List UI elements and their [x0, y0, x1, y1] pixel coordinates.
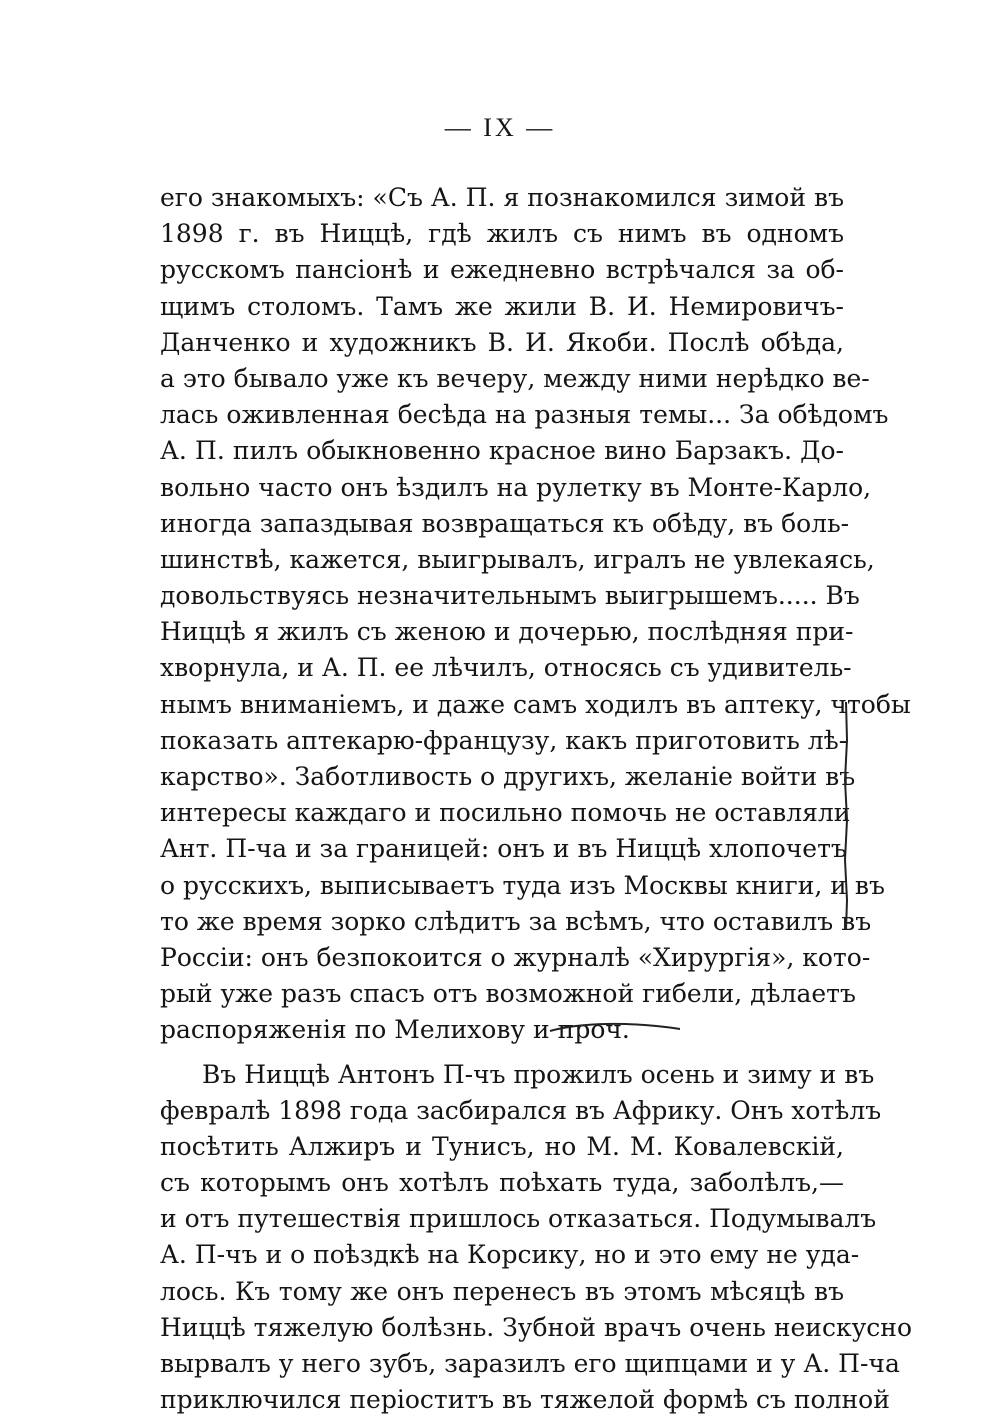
text-line: А. П-чъ и о поѣздкѣ на Корсику, но и это ему не уда- — [160, 1240, 860, 1270]
text-line: Ант. П-ча и за границей: онъ и въ Ниццѣ хлопочетъ — [160, 834, 847, 864]
text-line: то же время зорко слѣдитъ за всѣмъ, что оставилъ въ — [160, 906, 872, 936]
text-line: щимъ столомъ. Тамъ же жили В. И. Немировичъ- — [160, 291, 844, 321]
text-line: Ниццѣ я жилъ съ женою и дочерью, послѣдняя при- — [160, 617, 854, 647]
text-line: русскомъ пансіонѣ и ежедневно встрѣчался за об- — [160, 255, 844, 285]
text-line: вырвалъ у него зубъ, заразилъ его щипцами и у А. П-ча — [160, 1349, 900, 1378]
text-line: февралѣ 1898 года засбирался въ Африку. Онъ хотѣлъ — [160, 1095, 882, 1125]
text-line: нымъ вниманіемъ, и даже самъ ходилъ въ аптеку, чтобы — [160, 689, 911, 719]
text-line: его знакомыхъ: «Съ А. П. я познакомился зимой въ — [160, 183, 844, 212]
paragraph-1 — [160, 180, 911, 1049]
text-line: А. П. пилъ обыкновенно красное вино Барзакъ. До- — [160, 436, 844, 466]
text-line: а это бывало уже къ вечеру, между ними нерѣдко ве- — [160, 363, 870, 393]
text-line: распоряженія по Мелихову и проч. — [160, 1015, 630, 1045]
paragraph-gap — [160, 1049, 844, 1057]
text-line: лась оживленная бесѣда на разныя темы... За обѣдомъ — [160, 400, 889, 430]
text-line: иногда запаздывая возвращаться къ обѣду, въ боль- — [160, 508, 850, 538]
pencil-underline — [548, 1019, 682, 1037]
margin-pencil-mark — [840, 700, 852, 932]
text-line: Россіи: онъ безпокоится о журналѣ «Хирургія», кото- — [160, 942, 871, 972]
text-line: показать аптекарю-французу, какъ приготовить лѣ- — [160, 725, 848, 755]
page-number: — IX — — [444, 113, 556, 142]
text-line: и отъ путешествія пришлось отказаться. Подумывалъ — [160, 1204, 877, 1234]
text-line: рый уже разъ спасъ отъ возможной гибели, дѣлаетъ — [160, 979, 856, 1009]
text-line: вольно часто онъ ѣздилъ на рулетку въ Монте-Карло, — [160, 472, 872, 502]
text-line: о русскихъ, выписываетъ туда изъ Москвы книги, и въ — [160, 870, 885, 900]
text-line: хворнула, и А. П. ее лѣчилъ, относясь съ удивитель- — [160, 653, 852, 683]
text-line: лось. Къ тому же онъ перенесъ въ этомъ мѣсяцѣ въ — [160, 1276, 844, 1306]
text-line: довольствуясь незначительнымъ выигрышемъ..... Въ — [160, 581, 860, 611]
text-line: 1898 г. въ Ниццѣ, гдѣ жилъ съ нимъ въ одномъ — [160, 219, 844, 249]
text-line: шинствѣ, кажется, выигрывалъ, игралъ не увлекаясь, — [160, 544, 875, 574]
paragraph-2 — [160, 1057, 912, 1418]
text-line: приключился періоститъ въ тяжелой формѣ съ полной — [160, 1385, 890, 1415]
text-line: съ которымъ онъ хотѣлъ поѣхать туда, заболѣлъ,— — [160, 1168, 844, 1198]
body-text — [160, 180, 912, 1418]
text-line: карство». Заботливость о другихъ, желаніе войти въ — [160, 762, 856, 791]
text-line: интересы каждаго и посильно помочь не оставляли — [160, 798, 851, 828]
text-line: посѣтить Алжиръ и Тунисъ, но М. М. Ковалевскій, — [160, 1131, 844, 1161]
text-line: Въ Ниццѣ Антонъ П-чъ прожилъ осень и зиму и въ — [202, 1059, 875, 1089]
text-line: Ниццѣ тяжелую болѣзнь. Зубной врачъ очень неискусно — [160, 1312, 912, 1342]
text-line: Данченко и художникъ В. И. Якоби. Послѣ обѣда, — [160, 327, 844, 357]
